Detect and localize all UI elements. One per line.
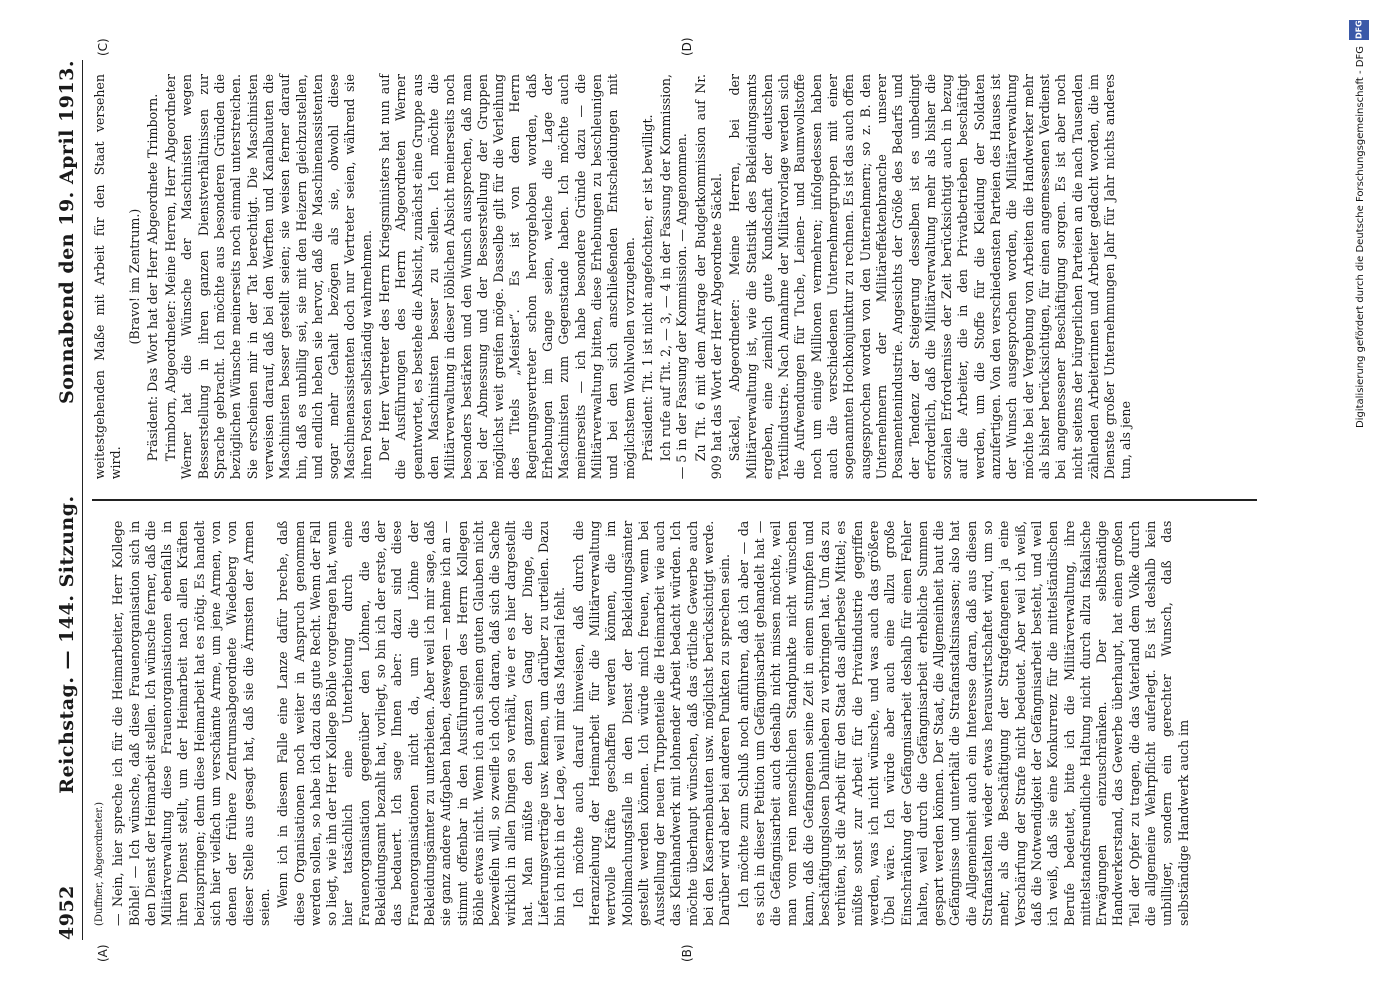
session-date: Sonnabend den 19. April 1913. (56, 60, 78, 404)
paragraph: Ich möchte auch darauf hinweisen, daß durch die Heranziehung der Heimarbeit für die Militärverwaltung wertvolle Kräfte geschaffen werden können, die im Mobilmachungsfalle in den Dienst der Bekleidungsämter gestellt werden können. Ich würde mich freuen, wenn bei Ausstellung der neuen Truppenteile die Heimarbeit wie auch das Kleinhandwerk mit lohnender Arbeit bedacht würden. Ich möchte überhaupt wünschen, daß das örtliche Gewerbe auch bei den Kasernenbauten usw. möglichst berücksichtigt werde. Darüber wird aber bei anderen Punkten zu sprechen sein. (570, 520, 733, 926)
paragraph: Der Herr Vertreter des Herrn Kriegsministers hat nun auf die Ausführungen des Herrn Abgeordneten Werner geantwortet, es bestehe die Absicht, zunächst eine Gruppe aus den Maschinisten besser zu stellen. Ich möchte die Militärverwaltung in dieser löblichen Absicht meinerseits noch besonders bestärken und den Wunsch aussprechen, daß man bei der Abmessung und der Besserstellung der Gruppen möglichst weit greifen möge. Dasselbe gilt für die Verleihung des Titels „Meister“. Es ist von dem Herrn Regierungsvertreter schon hervorgehoben worden, daß Erhebungen im Gange seien, welche die Lage der Maschinisten zum Gegenstande haben. Ich möchte auch meinerseits — ich habe besondere Gründe dazu — die Militärverwaltung bitten, diese Erhebungen zu beschleunigen und bei den sich anschließenden Entscheidungen mit möglichstem Wohlwollen vorzugehen. (377, 74, 637, 480)
paragraph: Ich möchte zum Schluß noch anführen, daß ich aber — da es sich in dieser Petition um Gefängnisarbeit gehandelt hat — die Gefängnisarbeit auch deshalb nicht missen möchte, weil man vom rein menschlichen Standpunkte nicht wünschen kann, daß die Gefangenen seine Zeit in einem stumpfen und beschäftigungslosen Dahinleben zu verbringen hat. Um das zu verhüten, ist die Arbeit für den Staat das allerbeste Mittel; es müßte sonst zur Arbeit für die Privatindustrie gegriffen werden, was ich nicht wünsche, und was auch das größere Übel wäre. Ich würde aber auch eine allzu große Einschränkung der Gefängnisarbeit deshalb für einen Fehler halten, weil durch die Gefängnisarbeit erhebliche Summen gespart werden können. Der Staat, die Allgemeinheit baut die Gefängnisse und unterhält die Strafanstaltsinsassen; also hat die Allgemeinheit auch ein Interesse daran, daß aus diesen Strafanstalten wieder etwas herauswirtschaftet wird, um so mehr, als die Beschäftigung der Strafgefangenen ja eine Verschärfung der Strafe nicht bedeutet. Aber weil ich weiß, daß die Notwendigkeit der Gefängnisarbeit besteht, und weil ich weiß, daß sie eine Konkurrenz für die mittelständischen Berufe bedeutet, bitte ich die Militärverwaltung, ihre mittelstandsfreundliche Haltung nicht durch allzu fiskalische Erwägungen einzuschränken. Der selbständige Handwerkerstand, das Gewerbe überhaupt, hat einen großen Teil der Opfer zu tragen, die das Vaterland dem Volke durch die allgemeine Wehrpflicht auferlegt. Es ist deshalb kein unbilliger, sondern ein gerechter Wunsch, daß das selbständige Handwerk auch im (735, 520, 1191, 926)
paragraph: Wenn ich in diesem Falle eine Lanze dafür breche, daß diese Organisationen noch weiter in Anspruch genommen werden sollen, so habe ich dazu das gute Recht. Wenn der Fall so liegt, wie ihn der Herr Kollege Böhle vorgetragen hat, wenn hier tatsächlich eine Unterbietung durch eine Frauenorganisation gegenüber den Löhnen, die das Bekleidungsamt bezahlt hat, vorliegt, so bin ich der erste, der das bedauert. Ich sage Ihnen aber: dazu sind diese Frauenorganisationen nicht da, um die Löhne der Bekleidungsämter zu unterbieten. Aber weil ich mir sage, daß sie ganz andere Aufgaben haben, deswegen — nehme ich an — stimmt offenbar in den Ausführungen des Herrn Kollegen Böhle etwas nicht. Wenn ich auch seinen guten Glauben nicht bezweifeln will, so zweifle ich doch daran, daß sich die Sache wirklich in allen Dingen so verhält, wie er es hier dargestellt hat. Man müßte den ganzen Gang der Dinge, die Lieferungsverträge usw. kennen, um darüber zu urteilen. Dazu bin ich nicht in der Lage, weil mir das Material fehlt. (275, 520, 568, 926)
page-header (48, 60, 83, 940)
dfg-logo: DFG (1349, 20, 1369, 40)
digitization-credit (1347, 20, 1369, 980)
margin-mark-d: (D) (680, 37, 694, 56)
paragraph: — Nein, hier spreche ich für die Heimarbeiter, Herr Kollege Böhle! — Ich wünsche, daß diese Frauenorganisation sich in den Dienst der Heimarbeit stellen. Ich wünsche ferner, daß die Militärverwaltung diese Frauenorganisationen ebenfalls in ihren Dienst stellt, um der Heimarbeit nach allen Kräften beizuspringen; denn diese Heimarbeit hat es nötig. Es handelt sich hier vielfach um verschämte Arme, um jene Armen, von denen der frühere Zentrumsabgeordnete Wiedeberg von dieser Stelle aus gesagt hat, daß sie die Ärmsten der Armen seien. (110, 520, 272, 926)
page-number: 4952 (56, 885, 78, 940)
paragraph: Zu Tit. 6 mit dem Antrage der Budgetkommission auf Nr. 909 hat das Wort der Herr Abgeordnete Säckel. (692, 74, 724, 480)
right-column (92, 60, 1257, 493)
column-divider (92, 499, 1257, 500)
margin-mark-c: (C) (96, 38, 110, 56)
credit-text: Digitalisierung gefördert durch die Deutsche Forschungsgemeinschaft - DFG (1355, 46, 1366, 429)
speaker-note: (Duffner, Abgeordneter.) (94, 801, 105, 926)
applause-note: (Bravo! im Zentrum.) (126, 208, 142, 345)
margin-mark-b: (B) (680, 944, 694, 962)
paragraph: Trimborn, Abgeordneter: Meine Herren, Herr Abgeordneter Werner hat die Wünsche der Maschinisten wegen Besserstellung in ihren ganzen Dienstverhältnissen zur Sprache gebracht. Ich möchte aus besonderen Gründen die bezüglichen Wünsche meinerseits noch einmal unterstreichen. Sie erscheinen mir in der Tat berechtigt. Die Maschinisten verweisen darauf, daß bei den Werften und Kanalbauten die Maschinisten besser gestellt seien; sie weisen ferner darauf hin, daß es unbillig sei, sie mit den Heizern gleichzustellen, und endlich heben sie hervor, daß die Maschinenassistenten sogar mehr Gehalt bezögen als sie, obwohl diese Maschinenassistenten doch nur Vertreter seien, während sie ihren Posten selbständig wahrnehmen. (163, 74, 374, 480)
paragraph: Säckel, Abgeordneter: Meine Herren, bei der Militärverwaltung ist, wie die Statistik des Bekleidungsamts ergeben, eine ziemlich gute Kundschaft der deutschen Textilindustrie. Nach Annahme der Militärvorlage werden sich die Aufwendungen für Tuche, Leinen- und Baumwollstoffe noch um einige Millionen vermehren; infolgedessen haben auch die verschiedenen Unternehmergruppen mit einer sogenannten Hochkonjunktur zu rechnen. Es ist das auch offen ausgesprochen worden von den Unternehmern; so z. B. den Unternehmern der Militäreffektenbranche unserer Posamentenindustrie. Angesichts der Größe des Bedarfs und der Tendenz der Steigerung desselben ist es unbedingt erforderlich, daß die Militärverwaltung mehr als bisher die sozialen Erfordernisse der Zeit berücksichtigt auch in bezug auf die Arbeiter, die in den Privatbetrieben beschäftigt werden, um die Stoffe für die Kleidung der Soldaten anzufertigen. Von den verschiedensten Parteien des Hauses ist der Wunsch ausgesprochen worden, die Militärverwaltung möchte bei der Vergebung von Arbeiten die Handwerker mehr als bisher berücksichtigen, für einen angemessenen Verdienst bei angemessener Beschäftigung sorgen. Es ist aber noch nicht seitens der bürgerlichen Parteien an die nach Tausenden zählenden Arbeiterinnen und Arbeiter gedacht worden, die im Dienste großer Unternehmungen Jahr für Jahr nichts anderes tun, als jene (727, 74, 1134, 480)
session-title: Reichstag. — 144. Sitzung. (56, 495, 78, 794)
left-column (92, 507, 1257, 940)
text-columns (92, 60, 1257, 940)
margin-mark-a: (A) (96, 944, 110, 962)
paragraph: weitestgehenden Maße mit Arbeit für den Staat versehen wird. (92, 74, 124, 480)
paragraph: Ich rufe auf Tit. 2, — 3, — 4 in der Fassung der Kommission, — 5 in der Fassung der Kommission. — Angenommen. (658, 74, 690, 480)
paragraph: Präsident: Das Wort hat der Herr Abgeordnete Trimborn. (144, 93, 160, 462)
paragraph: Präsident: Tit. 1 ist nicht angefochten; er ist bewilligt. (639, 114, 655, 462)
